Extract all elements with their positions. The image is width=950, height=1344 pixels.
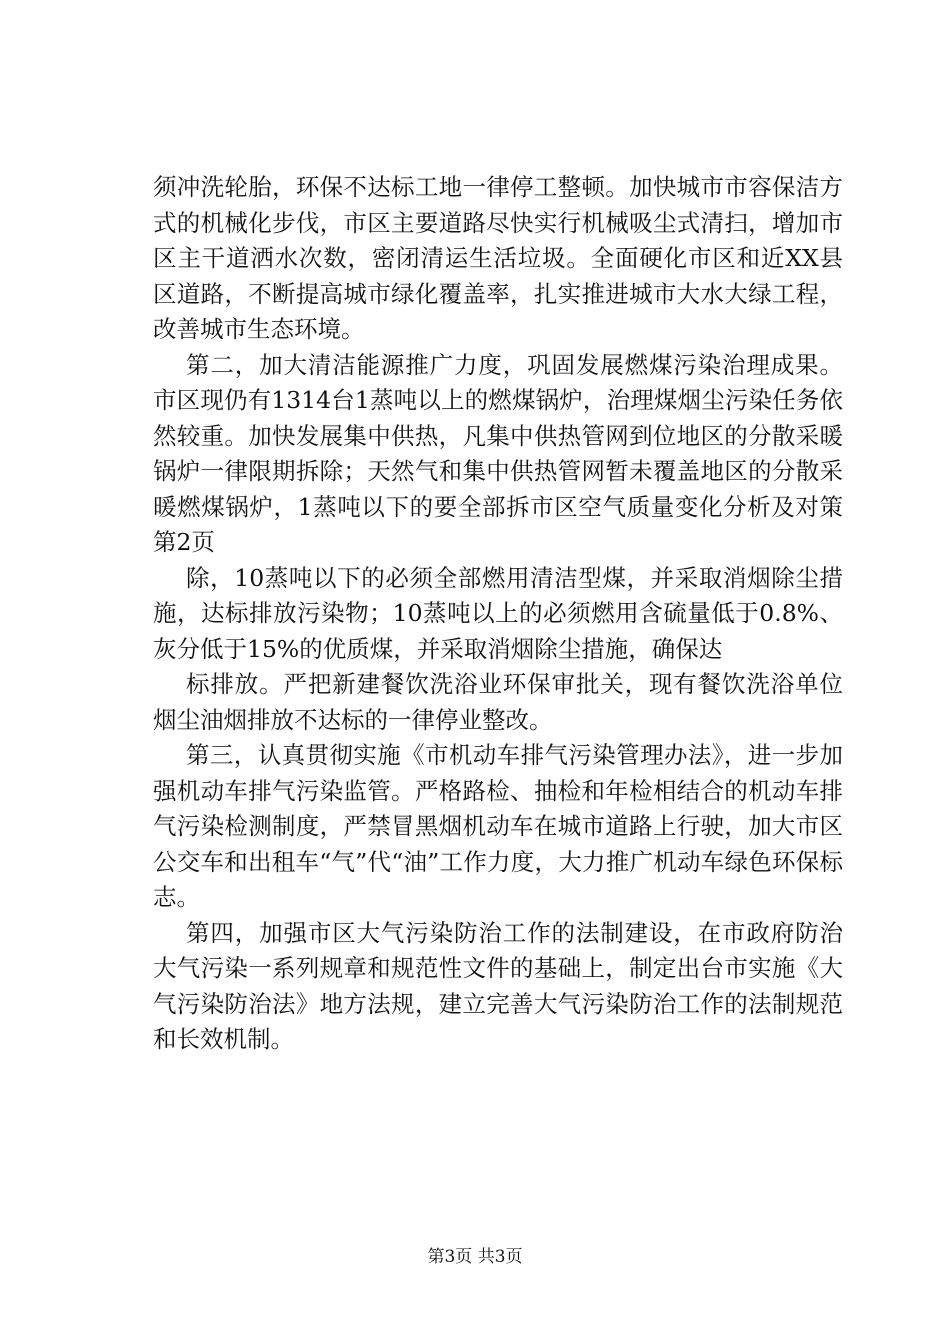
page-footer: 第3页 共3页 xyxy=(427,1247,523,1267)
paragraph-2: 第二，加大清洁能源推广力度，巩固发展燃煤污染治理成果。市区现仍有1314台1蒸吨以上的燃煤锅炉，治理煤烟尘污染任务依然较重。加快发展集中供热，凡集中供热管网到位地区的分散采暖锅炉一律限期拆除；天然气和集中供热管网暂未覆盖地区的分散采暖燃煤锅炉，1蒸吨以下的要全部拆市区空气质量变化分析及对策第2页 xyxy=(153,350,843,556)
paragraph-6: 第四，加强市区大气污染防治工作的法制建设，在市政府防治大气污染一系列规章和规范性文件的基础上，制定出台市实施《大气污染防治法》地方法规，建立完善大气污染防治工作的法制规范和长效机制。 xyxy=(153,918,843,1053)
document-body xyxy=(153,170,843,1058)
paragraph-1: 须冲洗轮胎，环保不达标工地一律停工整顿。加快城市市容保洁方式的机械化步伐，市区主要道路尽快实行机械吸尘式清扫，增加市区主干道洒水次数，密闭清运生活垃圾。全面硬化市区和近XX县区道路，不断提高城市绿化覆盖率，扎实推进城市大水大绿工程，改善城市生态环境。 xyxy=(153,173,843,343)
paragraph-3: 除，10蒸吨以下的必须全部燃用清洁型煤，并采取消烟除尘措施，达标排放污染物；10蒸吨以上的必须燃用含硫量低于0.8%、灰分低于15%的优质煤，并采取消烟除尘措施，确保达 xyxy=(153,563,843,663)
paragraph-5: 第三，认真贯彻实施《市机动车排气污染管理办法》，进一步加强机动车排气污染监管。严格路检、抽检和年检相结合的机动车排气污染检测制度，严禁冒黑烟机动车在城市道路上行驶，加大市区公交车和出租车“气”代“油”工作力度，大力推广机动车绿色环保标志。 xyxy=(153,741,843,911)
paragraph-4: 标排放。严把新建餐饮洗浴业环保审批关，现有餐饮洗浴单位烟尘油烟排放不达标的一律停业整改。 xyxy=(153,670,843,734)
